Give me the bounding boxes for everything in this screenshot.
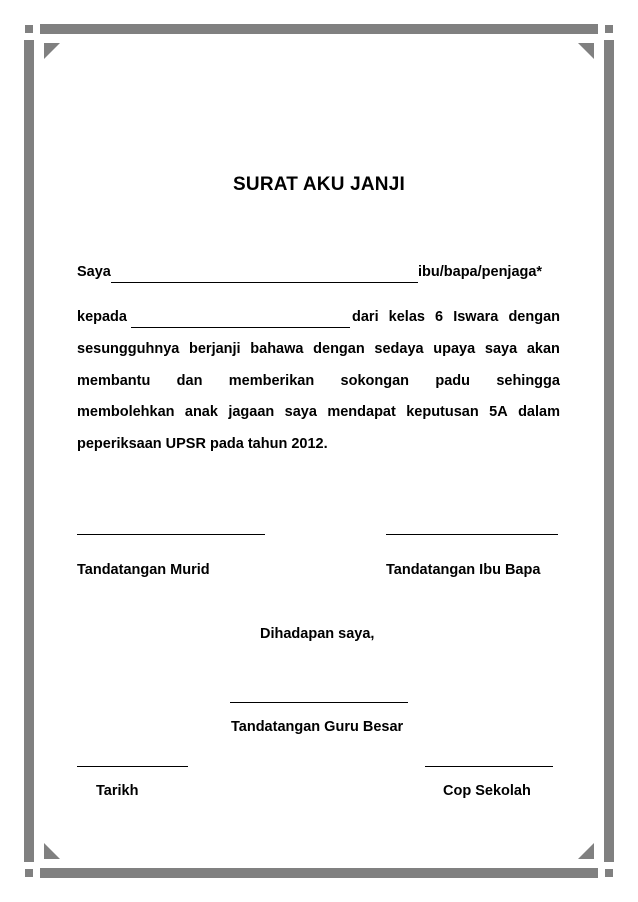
body-line-5 (77, 404, 560, 420)
word: dari (352, 309, 379, 325)
frame-corner-square (25, 869, 33, 877)
word: membantu (77, 373, 151, 389)
parent-signature-line[interactable] (386, 534, 558, 535)
body-line-4 (77, 373, 560, 389)
name-blank-line[interactable] (111, 282, 418, 283)
word: dengan (508, 309, 560, 325)
word: 6 (435, 309, 444, 325)
student-signature-line[interactable] (77, 534, 265, 535)
student-signature-label: Tandatangan Murid (77, 562, 210, 578)
stamp-line[interactable] (425, 766, 553, 767)
headmaster-signature-line[interactable] (230, 702, 408, 703)
parent-signature-label: Tandatangan Ibu Bapa (386, 562, 541, 578)
body-line-6: peperiksaan UPSR pada tahun 2012. (77, 436, 328, 452)
word: dan (176, 373, 203, 389)
frame-corner-square (25, 25, 33, 33)
saya-label: Saya (77, 264, 111, 280)
word: dengan (313, 341, 365, 357)
word: saya (284, 404, 317, 420)
frame-corner-triangle (44, 43, 60, 59)
word: sesungguhnya (77, 341, 180, 357)
date-line[interactable] (77, 766, 188, 767)
stamp-label: Cop Sekolah (443, 783, 531, 799)
word: sedaya (374, 341, 424, 357)
kepada-label: kepada (77, 309, 127, 325)
witness-intro: Dihadapan saya, (260, 626, 375, 642)
word: kelas (388, 309, 425, 325)
frame-top-bar (40, 24, 598, 34)
frame-corner-square (605, 869, 613, 877)
headmaster-signature-label: Tandatangan Guru Besar (231, 719, 404, 735)
word: sokongan (340, 373, 410, 389)
frame-corner-triangle (578, 843, 594, 859)
page-title: SURAT AKU JANJI (233, 174, 405, 195)
word: upaya (433, 341, 476, 357)
word: membolehkan (77, 404, 175, 420)
student-name-blank-line[interactable] (131, 327, 350, 328)
word: Iswara (453, 309, 499, 325)
body-line-3 (77, 341, 560, 357)
date-label: Tarikh (96, 783, 139, 799)
frame-left-bar (24, 40, 34, 862)
frame-corner-square (605, 25, 613, 33)
word: keputusan (406, 404, 479, 420)
frame-corner-triangle (578, 43, 594, 59)
word: akan (526, 341, 560, 357)
word: berjanji (189, 341, 241, 357)
frame-bottom-bar (40, 868, 598, 878)
word: 5A (489, 404, 508, 420)
guardian-label: ibu/bapa/penjaga* (418, 264, 543, 280)
word: anak (184, 404, 218, 420)
word: bahawa (250, 341, 304, 357)
word: memberikan (228, 373, 315, 389)
frame-corner-triangle (44, 843, 60, 859)
body-line-2 (352, 309, 560, 325)
frame-right-bar (604, 40, 614, 862)
word: padu (435, 373, 470, 389)
word: mendapat (327, 404, 396, 420)
word: dalam (518, 404, 560, 420)
word: sehingga (496, 373, 560, 389)
word: jagaan (228, 404, 275, 420)
word: saya (484, 341, 518, 357)
